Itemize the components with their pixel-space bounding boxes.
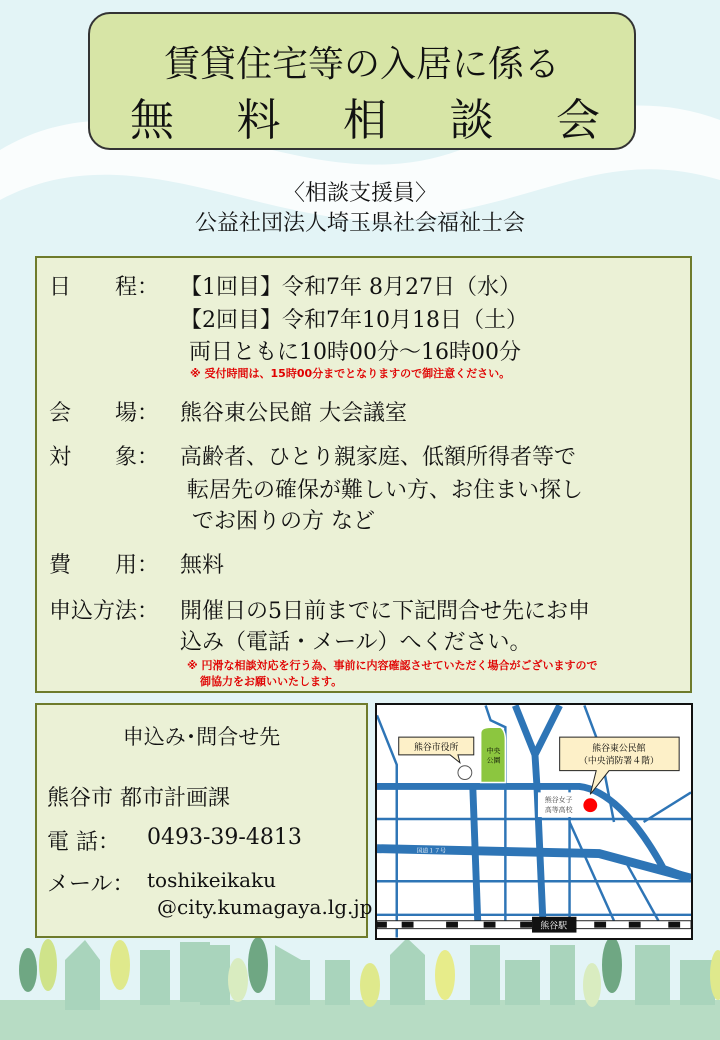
phone-number[interactable]: 0493-39-4813: [147, 825, 302, 850]
access-map: [375, 703, 693, 940]
title-line1: 賃貸住宅等の入居に係る: [163, 44, 560, 85]
fee-label: 費 用：: [49, 553, 160, 578]
phone-label: 電 話：: [47, 830, 120, 855]
schedule-line3: 両日ともに10時00分～16時00分: [189, 340, 521, 365]
station-label: 熊谷駅: [540, 921, 568, 932]
details-box: [35, 256, 692, 693]
target-line3: でお困りの方 など: [192, 509, 375, 534]
target-line2: 転居先の確保が難しい方、お住まい探し: [187, 478, 584, 503]
city-hall-label: 熊谷市役所: [414, 742, 459, 753]
apply-label: 申込方法：: [49, 599, 160, 624]
park-label: 中央: [486, 746, 501, 755]
apply-note2: 御協力をお願いいたします。: [200, 675, 343, 688]
schedule-line2: 【2回目】令和7年10月18日（土）: [180, 308, 528, 333]
schedule-label: 日 程：: [49, 275, 160, 300]
apply-line1: 開催日の5日前までに下記問合せ先にお申: [180, 599, 590, 624]
trees: [19, 937, 720, 1007]
mail-label: メール：: [47, 872, 135, 897]
schedule-note: ※ 受付時間は、15時00分までとなりますので御注意ください。: [190, 367, 511, 380]
mail-address-1[interactable]: toshikeikaku: [147, 868, 277, 892]
target-line1: 高齢者、ひとり親家庭、低額所得者等で: [180, 445, 577, 470]
venue-value: 熊谷東公民館 大会議室: [180, 401, 407, 426]
city-hall-marker: [458, 766, 472, 780]
apply-line2: 込み（電話・メール）へください。: [180, 630, 532, 655]
title-box: [88, 12, 636, 150]
contact-heading: 申込み･問合せ先: [122, 725, 281, 749]
fee-value: 無料: [180, 553, 225, 578]
subtitle-role: 〈相談支援員〉: [282, 181, 437, 206]
title-char: 会: [556, 95, 600, 146]
title-line2: [130, 84, 600, 148]
school-label: 高等高校: [544, 806, 573, 815]
contact-box: [35, 703, 373, 938]
route-label: 国道１７号: [416, 848, 447, 855]
title-char: 談: [449, 95, 494, 146]
subtitle-org: 公益社団法人埼玉県社会福祉士会: [194, 211, 525, 236]
title-char: 相: [343, 95, 387, 146]
venue-marker: [583, 798, 597, 812]
title-char: 料: [236, 95, 281, 146]
schedule-line1: 【1回目】令和7年 8月27日（水）: [180, 275, 521, 300]
apply-note1: ※ 円滑な相談対応を行う為、事前に内容確認させていただく場合がございますので: [187, 659, 598, 672]
school-label: 熊谷女子: [544, 796, 573, 805]
park-label: 公園: [486, 756, 501, 765]
target-label: 対 象：: [49, 445, 160, 470]
venue-label: （中央消防署４階）: [578, 756, 659, 767]
venue-label: 熊谷東公民館: [592, 743, 646, 754]
mail-address-2[interactable]: @city.kumagaya.lg.jp: [157, 895, 373, 919]
title-char: 無: [130, 95, 174, 146]
contact-dept: 熊谷市 都市計画課: [47, 786, 230, 811]
venue-label: 会 場：: [49, 401, 160, 426]
